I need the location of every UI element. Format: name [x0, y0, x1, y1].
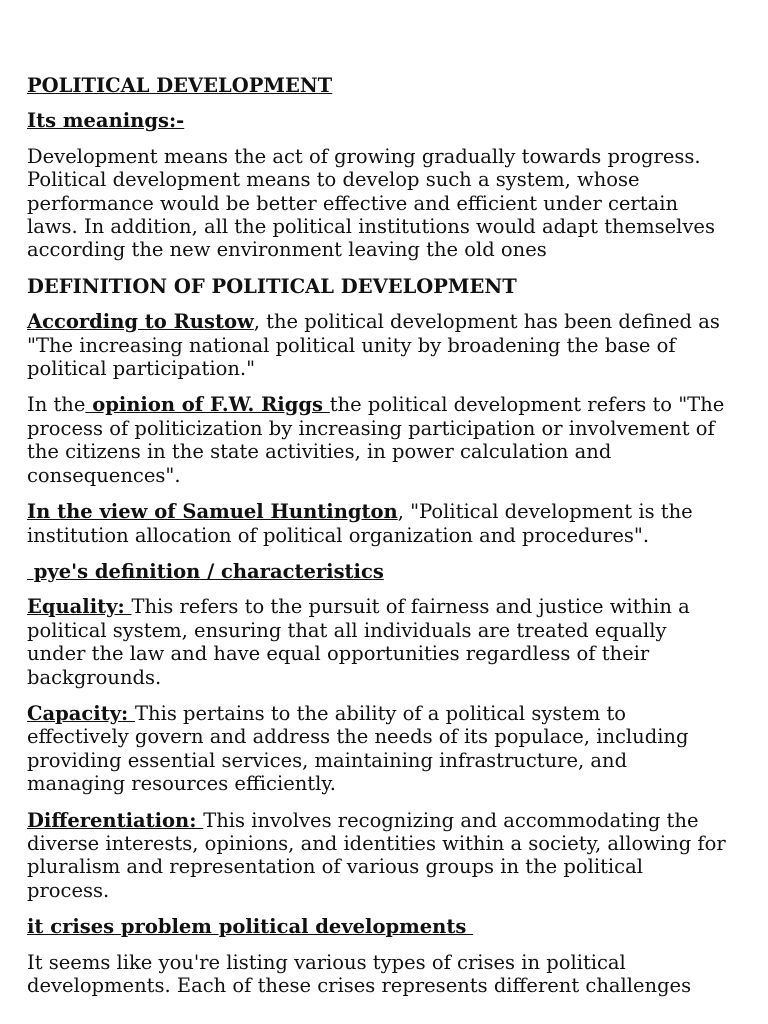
capacity-paragraph — [27, 702, 727, 796]
riggs-prefix: In the — [27, 393, 86, 417]
huntington-lead: In the view of Samuel Huntington — [27, 500, 398, 524]
meanings-paragraph: Development means the act of growing gradually towards progress. Political development means to develop such a system, whose performance would be better effective and efficient under certain laws. In addition, all the political institutions would adapt themselves according the new environment leaving the old ones — [27, 144, 715, 262]
equality-text: This refers to the pursuit of fairness and justice within a political system, ensuring that all individuals are treated equally under the law and have equal opportunities regardless of their backgrounds. — [27, 595, 690, 689]
huntington-text: , "Political development is the institution allocation of political organization and procedures". — [27, 500, 693, 547]
capacity-lead: Capacity: — [27, 701, 136, 725]
rustow-text: , the political development has been defined as "The increasing national political unity by broadening the base of political participation." — [27, 310, 720, 381]
rustow-lead: According to Rustow — [27, 310, 254, 334]
meanings-heading: Its meanings:- — [27, 109, 185, 133]
equality-paragraph — [27, 595, 727, 689]
capacity-text: This pertains to the ability of a political system to effectively govern and address the needs of its populace, including providing essential services, maintaining infrastructure, and managing resources efficiently. — [27, 701, 689, 796]
differentiation-paragraph — [27, 809, 727, 903]
crises-heading: it crises problem political developments — [27, 915, 474, 939]
crises-paragraph: It seems like you're listing various types of crises in political developments. Each of these crises represents different challenges — [27, 950, 692, 997]
document-page — [27, 74, 727, 1010]
document-title: POLITICAL DEVELOPMENT — [27, 74, 333, 97]
riggs-lead: opinion of F.W. Riggs — [85, 393, 330, 417]
huntington-paragraph — [27, 500, 727, 547]
riggs-text: the political development refers to "The process of politicization by increasing participation or involvement of the citizens in the state activities, in power calculation and consequences". — [27, 393, 725, 487]
equality-lead: Equality: — [27, 595, 132, 619]
rustow-paragraph — [27, 310, 727, 380]
differentiation-lead: Differentiation: — [27, 808, 204, 832]
riggs-paragraph — [27, 393, 727, 487]
definition-heading: DEFINITION OF POLITICAL DEVELOPMENT — [27, 274, 517, 298]
differentiation-text: This involves recognizing and accommodating the diverse interests, opinions, and identities within a society, allowing for pluralism and representation of various groups in the political process. — [27, 808, 726, 902]
pye-heading: pye's definition / characteristics — [27, 559, 384, 583]
